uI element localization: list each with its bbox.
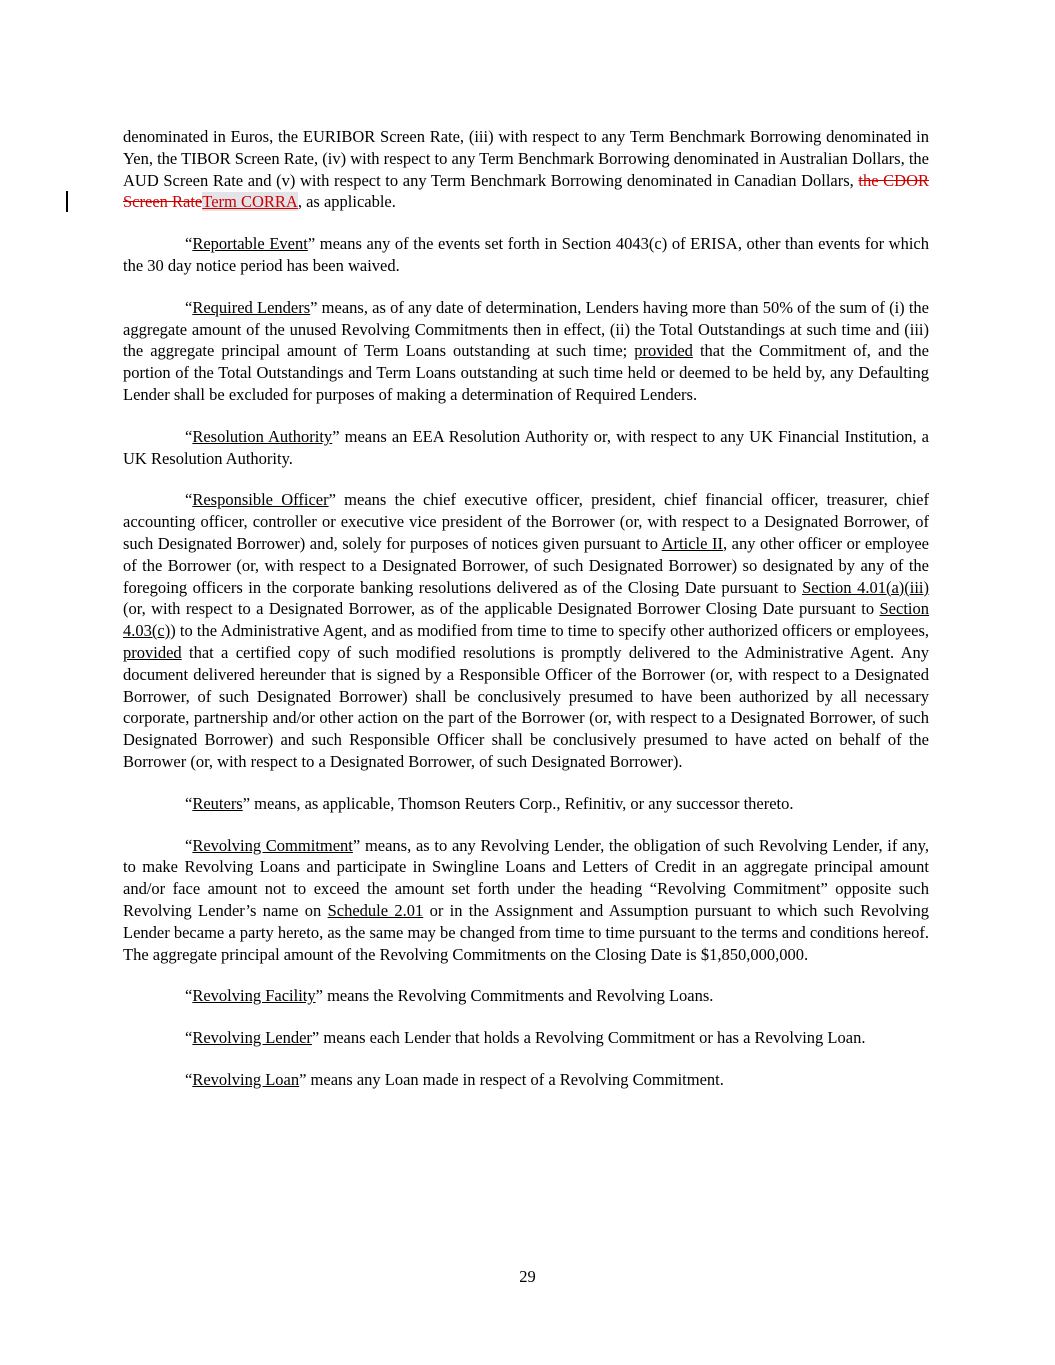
defined-term: Revolving Facility <box>192 986 316 1006</box>
defined-term: Responsible Officer <box>192 490 329 510</box>
page-number: 29 <box>519 1267 536 1286</box>
paragraph-revolving-loan <box>123 1069 929 1091</box>
defined-term: Reportable Event <box>192 234 308 254</box>
document-body <box>123 126 929 1111</box>
text-run: that a certified copy of such modified resolutions is promptly delivered to the Administrative Agent. Any document delivered hereunder that is signed by a Responsible Officer of the Borrower (or, with respect to a Designated Borrower, of such Designated Borrower) shall be conclusively presumed to have been authorized by all necessary corporate, partnership and/or other action on the part of the Borrower (or, with respect to a Designated Borrower, of such Designated Borrower) and such Responsible Officer shall be conclusively presumed to have acted on behalf of the Borrower (or, with respect to a Designated Borrower, of such Designated Borrower). <box>123 642 929 771</box>
paragraph-responsible-officer <box>123 489 929 772</box>
defined-term: Resolution Authority <box>192 426 333 446</box>
text-run: “ <box>185 1069 193 1089</box>
text-run: denominated in Euros, the EURIBOR Screen Rate, (iii) with respect to any Term Benchmark Borrowing denominated in Yen, the TIBOR Screen Rate, (iv) with respect to any Term Benchmark Borrowing denominated in Australian Dollars, the AUD Screen Rate and (v) with respect to any Term Benchmark Borrowing denominated in Canadian Dollars, <box>123 127 929 190</box>
proviso-term: provided <box>123 642 182 662</box>
text-run: (or, with respect to a Designated Borrower, as of the applicable Designated Borrower Closing Date pursuant to <box>123 599 880 619</box>
paragraph-revolving-facility <box>123 985 929 1007</box>
text-run: ” means each Lender that holds a Revolving Commitment or has a Revolving Loan. <box>311 1028 866 1048</box>
paragraph-required-lenders <box>123 297 929 406</box>
text-run: “ <box>185 793 193 813</box>
text-run: , as applicable. <box>297 192 396 212</box>
defined-term: Revolving Loan <box>192 1069 300 1089</box>
defined-term: Reuters <box>192 793 243 813</box>
text-run: ” means, as of any date of determination, Lenders having more than 50% of the sum of (i) the aggregate amount of the unused Revolving Commitments then in effect, (ii) the Total Outstandings at such time and (iii) the aggregate principal amount of Term Loans outstanding at such time; <box>123 297 930 361</box>
text-run: “ <box>185 1028 193 1048</box>
text-run: , any other officer or employee of the Borrower (or, with respect to a Designated Borrower, of such Designated Borrower) so designated by any of the foregoing officers in the corporate banking resolutions delivered as of the Closing Date pursuant to <box>123 533 929 597</box>
text-run: ” means the chief executive officer, president, chief financial officer, treasurer, chief accounting officer, controller or executive vice president of the Borrower (or, with respect to a Designated Borrower, of such Designated Borrower) and, solely for purposes of notices given pursuant to <box>123 490 929 553</box>
text-run: “ <box>185 490 193 510</box>
text-run: ” means an EEA Resolution Authority or, with respect to any UK Financial Institution, a UK Resolution Authority. <box>123 426 929 468</box>
text-run: “ <box>185 835 193 855</box>
paragraph-revolving-lender <box>123 1027 929 1049</box>
cross-reference: Article II <box>661 533 723 553</box>
cross-reference: Section 4.03(c) <box>123 599 929 641</box>
defined-term: Revolving Lender <box>192 1028 312 1048</box>
text-run: “ <box>185 297 193 317</box>
inserted-text: Term CORRA <box>202 192 298 212</box>
text-run: ” means, as applicable, Thomson Reuters Corp., Refinitiv, or any successor thereto. <box>242 793 794 813</box>
paragraph-revolving-commitment <box>123 835 929 966</box>
paragraph-reportable-event <box>123 233 929 277</box>
text-run: ) to the Administrative Agent, and as modified from time to time to specify other authorized officers or employees, <box>170 621 929 641</box>
paragraph-reuters <box>123 793 929 815</box>
text-run: “ <box>185 234 193 254</box>
cross-reference: Schedule 2.01 <box>327 900 424 920</box>
paragraph-continuation <box>123 126 929 213</box>
cross-reference: Section 4.01(a)(iii) <box>802 577 930 597</box>
text-run: that the Commitment of, and the portion of the Total Outstandings and Term Loans outstanding at such time held or deemed to be held by, any Defaulting Lender shall be excluded for purposes of making a determination of Required Lenders. <box>123 341 929 404</box>
text-run: or in the Assignment and Assumption pursuant to which such Revolving Lender became a party hereto, as the same may be changed from time to time pursuant to the terms and conditions hereof. The aggregate principal amount of the Revolving Commitments on the Closing Date is $1,850,000,000. <box>123 900 929 964</box>
text-run: ” means any of the events set forth in Section 4043(c) of ERISA, other than events for which the 30 day notice period has been waived. <box>123 234 929 275</box>
text-run: “ <box>185 986 193 1006</box>
defined-term: Required Lenders <box>192 297 311 317</box>
text-run: ” means any Loan made in respect of a Revolving Commitment. <box>299 1069 724 1089</box>
text-run: ” means the Revolving Commitments and Revolving Loans. <box>315 986 714 1006</box>
proviso-term: provided <box>634 341 693 361</box>
deleted-text: the CDOR Screen Rate <box>123 170 930 212</box>
text-run: ” means, as to any Revolving Lender, the obligation of such Revolving Lender, if any, to make Revolving Loans and participate in Swingline Loans and Letters of Credit in an aggregate principal amount and/or face amount not to exceed the amount set forth under the heading “Revolving Commitment” opposite such Revolving Lender’s name on <box>123 835 929 920</box>
revision-change-bar <box>66 191 68 212</box>
paragraph-resolution-authority <box>123 426 929 470</box>
defined-term: Revolving Commitment <box>192 835 353 855</box>
text-run: “ <box>185 426 193 446</box>
